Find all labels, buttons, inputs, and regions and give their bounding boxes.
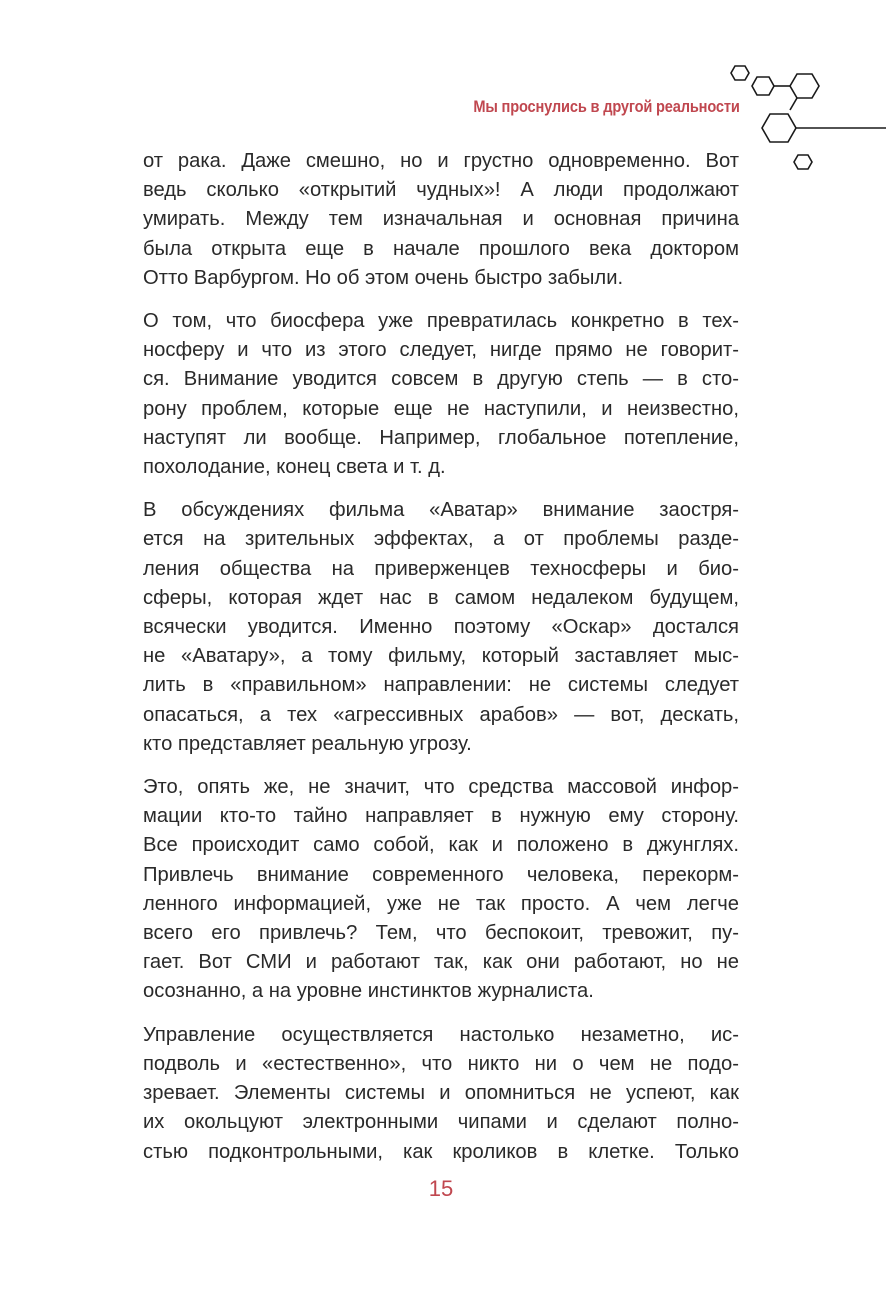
paragraph: [143, 147, 739, 293]
text-line: похолодание, конец света и т. д.: [143, 456, 446, 479]
text-line: Управление осуществляется настолько незаметно, ис-: [143, 1023, 739, 1046]
text-line: носферу и что из этого следует, нигде прямо не говорит-: [143, 339, 739, 362]
text-line: ся. Внимание уводится совсем в другую степь — в сто-: [143, 368, 739, 391]
text-line: Отто Варбургом. Но об этом очень быстро забыли.: [143, 266, 624, 289]
text-line: всего его привлечь? Тем, что беспокоит, тревожит, пу-: [143, 922, 739, 945]
hexagon-shape: [752, 77, 774, 95]
text-line: гает. Вот СМИ и работают так, как они работают, но не: [143, 951, 739, 974]
hexagon-shape: [762, 114, 796, 142]
paragraph: [143, 307, 739, 482]
text-line: опасаться, а тех «агрессивных арабов» — вот, дескать,: [143, 703, 739, 726]
text-line: ления общества на приверженцев техносферы и био-: [143, 557, 739, 580]
hexagon-shape: [794, 155, 812, 169]
text-line: наступят ли вообще. Например, глобальное потепление,: [143, 426, 739, 449]
text-line: Все происходит само собой, как и положено в джунглях.: [143, 834, 739, 857]
hexagon-shape: [731, 66, 749, 80]
text-line: подволь и «естественно», что никто ни о чем не подо-: [143, 1052, 739, 1075]
page-number-container: [0, 1176, 886, 1202]
paragraph: [143, 496, 739, 759]
text-line: лить в «правильном» направлении: не системы следует: [143, 674, 739, 697]
hexagon-shape: [790, 74, 819, 98]
bond-line: [790, 98, 797, 110]
text-line: Это, опять же, не значит, что средства массовой инфор-: [143, 776, 739, 799]
text-line: сферы, которая ждет нас в самом недалеком будущем,: [143, 586, 739, 609]
paragraph: [143, 1021, 739, 1167]
text-line: ленного информацией, уже не так просто. А чем легче: [143, 892, 739, 915]
text-line: В обсуждениях фильма «Аватар» внимание заостря-: [143, 499, 739, 522]
page-number: 15: [428, 1176, 454, 1201]
text-line: осознанно, а на уровне инстинктов журналиста.: [143, 980, 594, 1003]
text-line: мации кто-то тайно направляет в нужную ему сторону.: [143, 805, 739, 828]
text-line: рону проблем, которые еще не наступили, и неизвестно,: [143, 397, 739, 420]
text-line: кто представляет реальную угрозу.: [143, 732, 472, 755]
text-line: ется на зрительных эффектах, а от проблемы разде-: [143, 528, 739, 551]
text-line: их окольцуют электронными чипами и сделают полно-: [143, 1111, 739, 1134]
text-line: всячески уводится. Именно поэтому «Оскар» достался: [143, 616, 739, 639]
text-line: О том, что биосфера уже превратилась конкретно в тех-: [143, 310, 739, 333]
text-line: умирать. Между тем изначальная и основная причина: [143, 208, 739, 231]
text-line: стью подконтрольными, как кроликов в клетке. Только: [143, 1140, 739, 1163]
text-line: зревает. Элементы системы и опомниться не успеют, как: [143, 1082, 739, 1105]
text-line: не «Аватару», а тому фильму, который заставляет мыс-: [143, 645, 739, 668]
text-line: Привлечь внимание современного человека, перекорм-: [143, 863, 739, 886]
text-line: от рака. Даже смешно, но и грустно одновременно. Вот: [143, 150, 739, 172]
text-body: [143, 147, 739, 1181]
running-header: Мы проснулись в другой реальности: [473, 97, 740, 116]
paragraph: [143, 773, 739, 1007]
text-line: ведь сколько «открытий чудных»! А люди продолжают: [143, 179, 739, 202]
text-line: была открыта еще в начале прошлого века доктором: [143, 237, 739, 260]
